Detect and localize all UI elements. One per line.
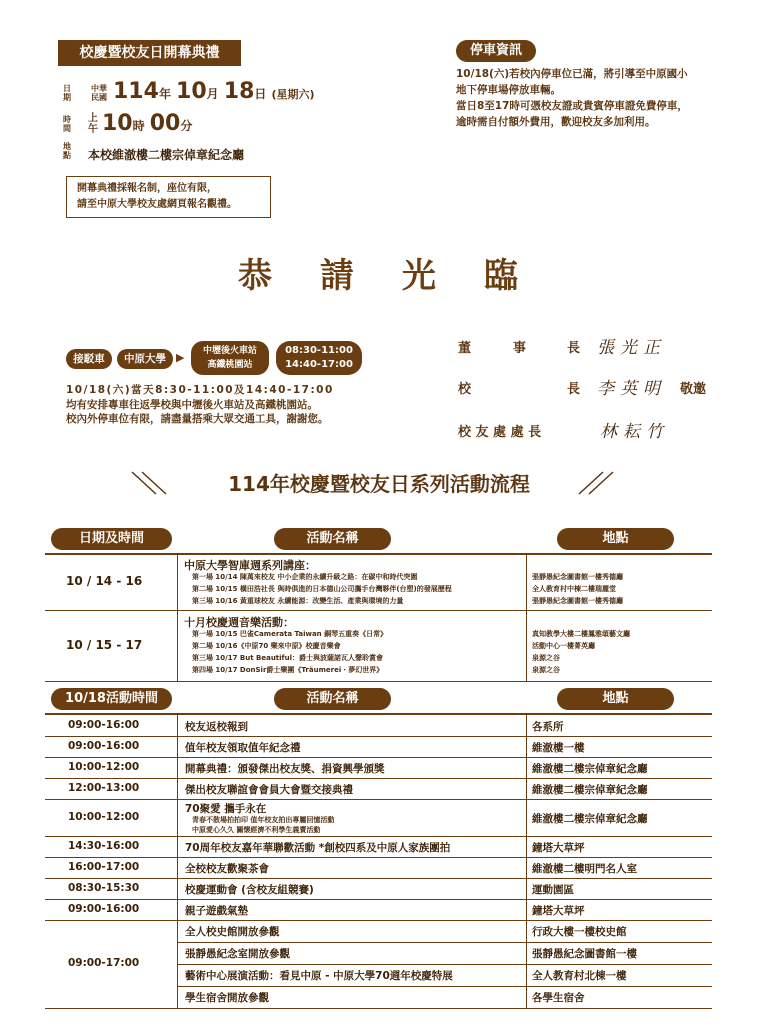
notice-line-1: 開幕典禮採報名制，座位有限，	[77, 183, 217, 194]
sig-title-alumni: 校 友 處 處 長	[458, 425, 542, 440]
row-rule	[45, 757, 712, 758]
merged-row1-activity: 全人校史館開放參觀	[185, 926, 280, 938]
shuttle-destinations	[191, 341, 269, 375]
row8-time: 08:30-15:30	[68, 882, 140, 894]
row1-location: 各系所	[532, 721, 564, 733]
hour-unit: 時	[132, 119, 145, 133]
merged-row2-activity: 張靜愚紀念室開放參觀	[185, 948, 290, 960]
invite-char-3: 光	[402, 256, 436, 296]
era-label-1: 中華	[91, 84, 107, 93]
series1-date: 10 / 14 - 16	[66, 574, 143, 588]
month-unit: 月	[206, 87, 219, 101]
place-label	[62, 142, 72, 160]
month-value: 10	[176, 79, 207, 104]
era-label-2: 民國	[91, 93, 107, 102]
sig-respectfully: 敬邀	[680, 382, 707, 397]
row7-time: 16:00-17:00	[68, 861, 140, 873]
row5-sub-1: 青春不散場拍拍印 值年校友拍出專屬回憶活動	[192, 816, 335, 824]
shuttle-desc-1: 10/18(六)當天8:30-11:00及14:40-17:00	[66, 384, 334, 396]
invite-char-2: 請	[320, 256, 354, 296]
series1-location-2: 全人教育村中棟二樓瑞麗堂	[532, 585, 616, 593]
row7-location: 維澈樓二樓明門名人室	[532, 863, 637, 875]
weekday: (星期六)	[271, 88, 315, 101]
header-date-time: 日期及時間	[51, 528, 172, 550]
row3-location: 維澈樓二樓宗倬章紀念廳	[532, 763, 648, 775]
series2-item-1: 第一場 10/15 巴雀Camerata Taiwan 銅琴五重奏《日常》	[192, 630, 388, 638]
invite-char-1: 恭	[238, 256, 272, 296]
row2-location: 維澈樓一樓	[532, 742, 585, 754]
merged-time: 09:00-17:00	[68, 957, 140, 969]
slash-decoration-right	[575, 470, 615, 496]
dest-2: 高鐵桃園站	[207, 360, 253, 370]
merged-row4-activity: 學生宿舍開放參觀	[185, 992, 269, 1004]
row4-activity: 傑出校友聯誼會會員大會暨交接典禮	[185, 784, 353, 796]
row9-location: 鐘塔大草坪	[532, 905, 585, 917]
date-label	[62, 84, 72, 102]
series1-title: 中原大學智庫週系列講座：	[184, 559, 316, 572]
shuttle-desc-3: 校內外停車位有限，請盡量搭乘大眾交通工具，謝謝您。	[66, 413, 329, 425]
row5-time: 10:00-12:00	[68, 811, 140, 823]
day-value: 18	[223, 79, 255, 104]
time-label-2: 間	[63, 124, 71, 133]
row1-activity: 校友返校報到	[185, 721, 248, 733]
table2-bottom-rule	[45, 1008, 712, 1009]
row7-activity: 全校校友歡聚茶會	[185, 863, 269, 875]
row4-time: 12:00-13:00	[68, 782, 140, 794]
series1-location-1: 張靜愚紀念圖書館一樓秀德廳	[532, 573, 623, 581]
series1-item-3: 第三場 10/16 黃重球校友 永續能源：改變生活、產業與環境的力量	[192, 597, 404, 605]
header-day-time: 10/18活動時間	[51, 688, 172, 710]
row4-location: 維澈樓二樓宗倬章紀念廳	[532, 784, 648, 796]
row-rule	[45, 878, 712, 879]
row6-location: 鐘塔大草坪	[532, 842, 585, 854]
ceremony-place: 本校維澈樓二樓宗倬章紀念廳	[88, 148, 245, 162]
signature-alumni: 林耘竹	[600, 422, 669, 442]
ampm-2: 午	[88, 124, 98, 135]
place-label-2: 點	[63, 151, 71, 160]
year-value: 114	[113, 79, 159, 104]
merged-row4-location: 各學生宿舍	[532, 992, 585, 1004]
row-rule	[45, 778, 712, 779]
row-rule	[45, 857, 712, 858]
header-activity: 活動名稱	[274, 528, 391, 550]
ampm-label	[88, 113, 98, 135]
series2-location-1: 真知教學大樓二樓鳳雅頌藝文廳	[532, 630, 630, 638]
date-label-1: 日	[63, 84, 71, 93]
signature-chairman: 張光正	[597, 338, 666, 358]
parking-info	[456, 66, 726, 130]
sig-title-president-1: 校	[458, 382, 472, 397]
row2-activity: 值年校友領取值年紀念禮	[185, 742, 301, 754]
day-unit: 日	[254, 87, 267, 101]
ceremony-title: 校慶暨校友日開幕典禮	[58, 40, 241, 66]
shuttle-desc-2: 均有安排專車往返學校與中壢後火車站及高鐵桃園站。	[66, 398, 318, 411]
sig-title-chairman-2: 事	[513, 341, 527, 356]
series2-item-2: 第二場 10/16《中原70 樂來中原》校慶音樂會	[192, 642, 341, 650]
merged-row-rule	[177, 986, 712, 987]
row-rule	[45, 799, 712, 800]
minute-value: 00	[149, 111, 181, 136]
series2-date: 10 / 15 - 17	[66, 638, 143, 652]
merged-row-rule	[177, 964, 712, 965]
series1-item-1: 第一場 10/14 陳萬來校友 中小企業的永續升級之路：在碳中和時代突圍	[192, 573, 418, 581]
merged-row3-activity: 藝術中心展演活動：看見中原 - 中原大學70週年校慶特展	[185, 970, 453, 982]
era-label	[88, 84, 110, 102]
series2-location-4: 泉源之谷	[532, 666, 560, 674]
row1-time: 09:00-16:00	[68, 719, 140, 731]
date-label-2: 期	[63, 93, 71, 102]
row6-time: 14:30-16:00	[68, 840, 140, 852]
merged-row3-location: 全人教育村北棟一樓	[532, 970, 627, 982]
sig-title-chairman-1: 董	[458, 341, 472, 356]
row9-activity: 親子遊戲氣墊	[185, 905, 248, 917]
row8-activity: 校慶運動會 (含校友組競賽)	[185, 884, 314, 896]
header-activity-2: 活動名稱	[274, 688, 391, 710]
row-rule	[45, 899, 712, 900]
row5-location: 維澈樓二樓宗倬章紀念廳	[532, 813, 648, 825]
shuttle-description	[66, 383, 406, 427]
dest-1: 中壢後火車站	[202, 346, 257, 356]
shuttle-label: 接駁車	[66, 349, 112, 369]
row8-location: 運動園區	[532, 884, 574, 896]
table1-top-rule	[45, 553, 712, 555]
row3-activity: 開幕典禮：頒發傑出校友獎、捐資興學頒獎	[185, 763, 385, 775]
series2-item-4: 第四場 10/17 DonSir爵士樂團《Träumerei・夢幻世界》	[192, 666, 384, 674]
schedule-title: 114年校慶暨校友日系列活動流程	[228, 472, 530, 496]
header-location-2: 地點	[557, 688, 674, 710]
year-unit: 年	[158, 87, 171, 101]
series2-location-3: 泉源之谷	[532, 654, 560, 662]
minute-unit: 分	[180, 119, 193, 133]
series1-location-3: 張靜愚紀念圖書館一樓秀德廳	[532, 597, 623, 605]
row-rule	[45, 920, 712, 921]
parking-title: 停車資訊	[456, 40, 536, 62]
table1-row-rule	[45, 610, 712, 611]
place-label-1: 地	[63, 142, 71, 151]
row5-activity: 70聚愛 攜手永在	[185, 803, 267, 815]
parking-line-3: 當日8至17時可憑校友證或貴賓停車證免費停車，	[456, 100, 688, 112]
table1-col-divider-2	[526, 555, 527, 681]
row-rule	[45, 836, 712, 837]
shuttle-time-2: 14:40-17:00	[285, 359, 353, 370]
shuttle-origin: 中原大學	[117, 349, 173, 369]
series2-title: 十月校慶週音樂活動：	[184, 616, 294, 629]
series1-item-2: 第二場 10/15 橫田浩社長 與時俱進的日本德山公司攜手台灣夥伴(台塑)的發展歷程	[192, 585, 452, 593]
parking-line-1: 10/18(六)若校內停車位已滿，將引導至中原國小	[456, 68, 688, 80]
merged-row1-location: 行政大樓一樓校史館	[532, 926, 627, 938]
series2-location-2: 活動中心一樓菁英廳	[532, 642, 595, 650]
shuttle-time-1: 08:30-11:00	[285, 345, 353, 356]
table1-bottom-rule	[45, 681, 712, 682]
ampm-1: 上	[88, 113, 98, 124]
row9-time: 09:00-16:00	[68, 903, 140, 915]
time-label	[62, 115, 72, 133]
hour-value: 10	[102, 111, 133, 136]
registration-notice	[66, 176, 271, 218]
table1-col-divider-1	[177, 555, 178, 681]
sig-title-president-2: 長	[567, 382, 581, 397]
table2-top-rule	[45, 713, 712, 715]
invite-char-4: 臨	[484, 256, 518, 296]
notice-line-2: 請至中原大學校友處網頁報名觀禮。	[77, 199, 237, 210]
parking-line-4: 逾時需自付額外費用，歡迎校友多加利用。	[456, 116, 656, 128]
row3-time: 10:00-12:00	[68, 761, 140, 773]
header-location: 地點	[557, 528, 674, 550]
row-rule	[45, 736, 712, 737]
arrow-right-icon: ▶	[176, 351, 185, 364]
sig-title-chairman-3: 長	[567, 341, 581, 356]
row6-activity: 70周年校友嘉年華聯歡活動 *創校四系及中原人家族團拍	[185, 842, 451, 854]
parking-line-2: 地下停車場停放車輛。	[456, 84, 561, 96]
ceremony-date	[113, 79, 315, 104]
row5-sub-2: 中原愛心久久 關懷經濟不利學生義賣活動	[192, 826, 321, 834]
ceremony-time	[102, 111, 192, 136]
time-label-1: 時	[63, 115, 71, 124]
shuttle-times	[276, 341, 362, 375]
merged-row-rule	[177, 942, 712, 943]
row2-time: 09:00-16:00	[68, 740, 140, 752]
series2-item-3: 第三場 10/17 But Beautiful：爵士與波薩諾瓦人聲聆賞會	[192, 654, 383, 662]
merged-row2-location: 張靜愚紀念圖書館一樓	[532, 948, 637, 960]
signature-president: 李英明	[597, 379, 666, 399]
